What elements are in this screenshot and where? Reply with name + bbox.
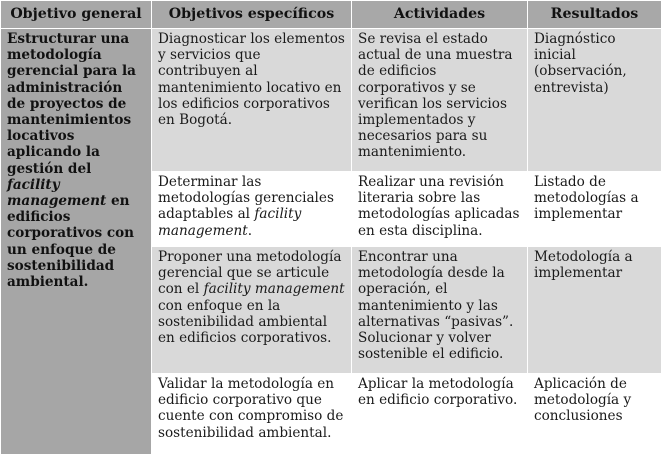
result-cell: Metodología a implementar xyxy=(528,247,661,374)
result-cell: Diagnóstico inicial (observación, entrevista) xyxy=(528,29,661,172)
specific-objective-text-end: . xyxy=(247,222,253,239)
specific-objective-cell xyxy=(152,374,352,455)
result-cell: Aplicación de metodología y conclusiones xyxy=(528,374,661,455)
header-resultados: Resultados xyxy=(528,1,661,29)
general-objective-italic: facility management xyxy=(7,176,107,210)
specific-objective-text: Determinar las metodologías gerenciales adaptables al xyxy=(158,174,334,223)
specific-objective-text: Validar la metodología en edificio corporativo que cuente con compromiso de sostenibilidad ambiental. xyxy=(158,376,344,441)
specific-objective-italic: facility management xyxy=(203,281,345,298)
activity-cell: Se revisa el estado actual de una muestra de edificios corporativos y se verifican los servicios implementados y necesarios para su mantenimiento. xyxy=(352,29,528,172)
header-actividades: Actividades xyxy=(352,1,528,29)
specific-objective-text-end: con enfoque en la sostenibilidad ambiental en edificios corporativos. xyxy=(158,297,332,347)
specific-objective-cell xyxy=(152,247,352,374)
specific-objective-text: Diagnosticar los elementos y servicios que contribuyen al mantenimiento locativo en los edificios corporativos en Bogotá. xyxy=(158,31,345,129)
specific-objective-cell xyxy=(152,29,352,172)
specific-objective-text: Proponer una metodología gerencial que se articule con el xyxy=(158,249,342,298)
table-row xyxy=(1,29,661,172)
table-body xyxy=(1,29,661,455)
header-objetivo-general: Objetivo general xyxy=(1,1,152,29)
activity-cell: Aplicar la metodología en edificio corporativo. xyxy=(352,374,528,455)
general-objective-cell xyxy=(1,29,152,455)
specific-objective-italic: facility management xyxy=(158,206,302,239)
general-objective-text-end: en edificios corporativos con un enfoque de sostenibilidad ambiental. xyxy=(7,193,135,291)
header-row xyxy=(1,1,661,29)
specific-objective-cell xyxy=(152,172,352,247)
general-objective-text: Estructurar una metodología gerencial para la administración de proyectos de mantenimientos locativos aplicando la gestión del xyxy=(7,31,136,177)
header-objetivos-especificos: Objetivos específicos xyxy=(152,1,352,29)
activity-cell: Encontrar una metodología desde la operación, el mantenimiento y las alternativas “pasivas”. Solucionar y volver sostenible el edificio. xyxy=(352,247,528,374)
result-cell: Listado de metodologías a implementar xyxy=(528,172,661,247)
activity-cell: Realizar una revisión literaria sobre las metodologías aplicadas en esta disciplina. xyxy=(352,172,528,247)
table-header xyxy=(1,1,661,29)
